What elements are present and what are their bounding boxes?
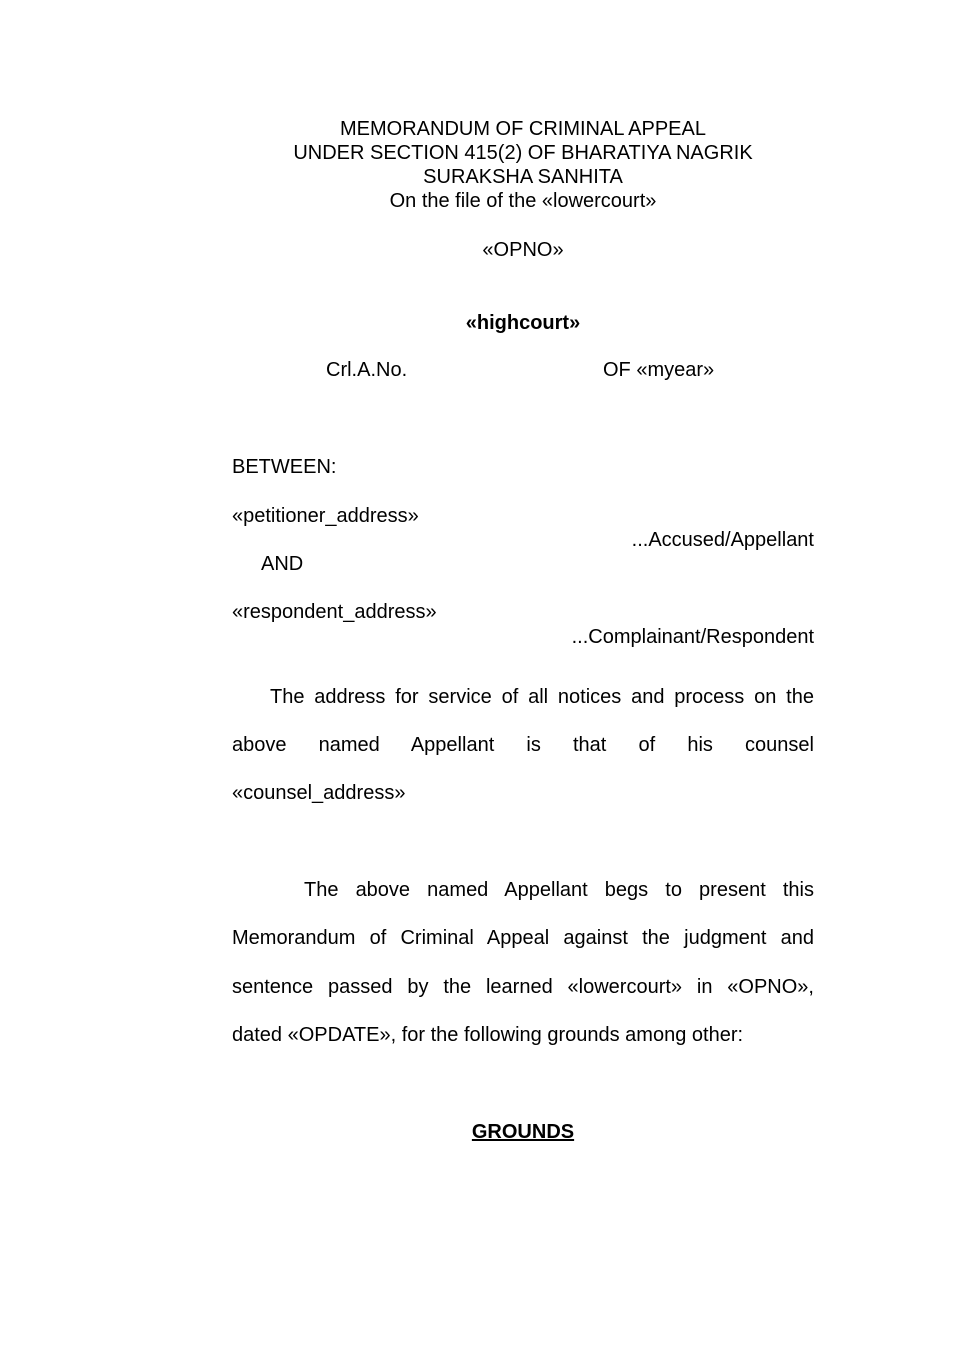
opno-field: «OPNO» bbox=[482, 239, 564, 261]
memo-title-line-1: MEMORANDUM OF CRIMINAL APPEAL bbox=[340, 118, 706, 140]
and-label: AND bbox=[261, 553, 304, 575]
service-paragraph-line-1: The address for service of all notices and process on the bbox=[270, 686, 814, 708]
respondent-address: «respondent_address» bbox=[232, 601, 437, 623]
appeal-paragraph-line-1: The above named Appellant begs to present this bbox=[304, 879, 814, 901]
lower-court-line: On the file of the «lowercourt» bbox=[389, 190, 657, 212]
appeal-paragraph-line-3: sentence passed by the learned «lowercourt» in «OPNO», bbox=[232, 976, 814, 998]
petitioner-address: «petitioner_address» bbox=[232, 505, 419, 527]
petitioner-role: ...Accused/Appellant bbox=[631, 529, 814, 551]
case-number-label: Crl.A.No. bbox=[326, 359, 408, 381]
high-court-heading: «highcourt» bbox=[465, 312, 581, 334]
memo-title-line-3: SURAKSHA SANHITA bbox=[423, 166, 623, 188]
appeal-paragraph-line-2: Memorandum of Criminal Appeal against the judgment and bbox=[232, 927, 814, 949]
respondent-role: ...Complainant/Respondent bbox=[571, 626, 814, 648]
appeal-paragraph-line-4: dated «OPDATE», for the following grounds among other: bbox=[232, 1024, 744, 1046]
grounds-heading-text: GROUNDS bbox=[471, 1121, 575, 1143]
case-year-label: OF «myear» bbox=[603, 359, 715, 381]
service-paragraph-line-3: «counsel_address» bbox=[232, 782, 406, 804]
between-label: BETWEEN: bbox=[232, 456, 337, 478]
grounds-heading bbox=[232, 1120, 814, 1144]
service-paragraph-line-2: above named Appellant is that of his counsel bbox=[232, 734, 814, 756]
memo-title-line-2: UNDER SECTION 415(2) OF BHARATIYA NAGRIK bbox=[293, 142, 753, 164]
